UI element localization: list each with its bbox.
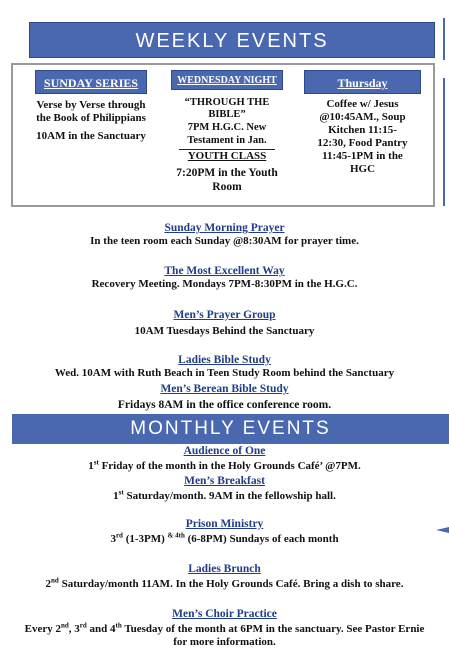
thursday-column <box>304 70 421 176</box>
event-mens-berean <box>0 382 449 412</box>
sunday-series-time: 10AM in the Sanctuary <box>36 130 146 142</box>
right-edge-bar-lower <box>443 78 445 206</box>
youth-class-desc: 7:20PM in the Youth Room <box>176 167 278 193</box>
event-desc: 3rd (1-3PM) $^{\& 4th}$ (6-8PM) Sundays of each month <box>110 531 339 545</box>
event-desc: Wed. 10AM with Ruth Beach in Teen Study Room behind the Sanctuary <box>54 367 395 379</box>
event-title: Sunday Morning Prayer <box>164 222 285 234</box>
event-title: The Most Excellent Way <box>164 265 285 277</box>
event-desc: 2nd Saturday/month 11AM. In the Holy Grounds Café. Bring a dish to share. <box>45 576 404 590</box>
event-title: Men’s Berean Bible Study <box>160 383 289 395</box>
sunday-series-desc: Verse by Verse through the Book of Philippians <box>36 99 146 124</box>
event-mens-choir-practice <box>0 607 449 649</box>
event-desc: Every 2nd, 3rd and 4th Tuesday of the month at 6PM in the sanctuary. See Pastor Ernie for more information. <box>24 621 425 648</box>
event-audience-of-one <box>0 444 449 473</box>
monthly-events-banner: MONTHLY EVENTS <box>12 414 449 444</box>
event-title: Ladies Bible Study <box>178 354 271 366</box>
event-desc: 10AM Tuesdays Behind the Sanctuary <box>134 325 315 337</box>
sunday-series-header: SUNDAY SERIES <box>35 70 147 94</box>
weekly-events-banner: WEEKLY EVENTS <box>29 22 435 58</box>
event-title: Audience of One <box>183 445 266 457</box>
event-ladies-bible-study <box>0 353 449 380</box>
event-title: Men’s Prayer Group <box>173 309 276 321</box>
event-title: Ladies Brunch <box>188 563 261 575</box>
thursday-desc: Coffee w/ Jesus @10:45AM., Soup Kitchen 11:15-12:30, Food Pantry 11:45-1PM in the HGC <box>317 98 408 175</box>
event-mens-breakfast <box>0 474 449 503</box>
thursday-header: Thursday <box>304 70 421 94</box>
right-edge-bar <box>443 18 445 60</box>
wednesday-bible-desc: 7PM H.G.C. New Testament in Jan. <box>187 122 267 146</box>
event-desc: 1st Friday of the month in the Holy Grounds Café’ @7PM. <box>88 458 361 472</box>
event-mens-prayer <box>0 308 449 338</box>
event-ladies-brunch <box>0 562 449 591</box>
youth-class-title: YOUTH CLASS <box>187 150 267 162</box>
wednesday-night-header: WEDNESDAY NIGHT <box>171 70 283 90</box>
event-desc: Fridays 8AM in the office conference room. <box>117 399 332 411</box>
wednesday-bible-title: “THROUGH THE BIBLE” <box>184 97 270 120</box>
event-desc: 1st Saturday/month. 9AM in the fellowship hall. <box>113 488 336 502</box>
event-prison-ministry <box>0 517 449 546</box>
event-title: Men’s Breakfast <box>184 475 265 487</box>
event-desc: In the teen room each Sunday @8:30AM for prayer time. <box>90 235 359 247</box>
event-title: Prison Ministry <box>185 518 264 530</box>
wednesday-night-column <box>171 70 283 194</box>
event-most-excellent-way <box>0 264 449 291</box>
sunday-series-column <box>35 70 147 143</box>
event-title: Men’s Choir Practice <box>172 608 277 620</box>
event-sunday-prayer <box>0 221 449 248</box>
event-desc: Recovery Meeting. Mondays 7PM-8:30PM in the H.G.C. <box>91 278 358 290</box>
